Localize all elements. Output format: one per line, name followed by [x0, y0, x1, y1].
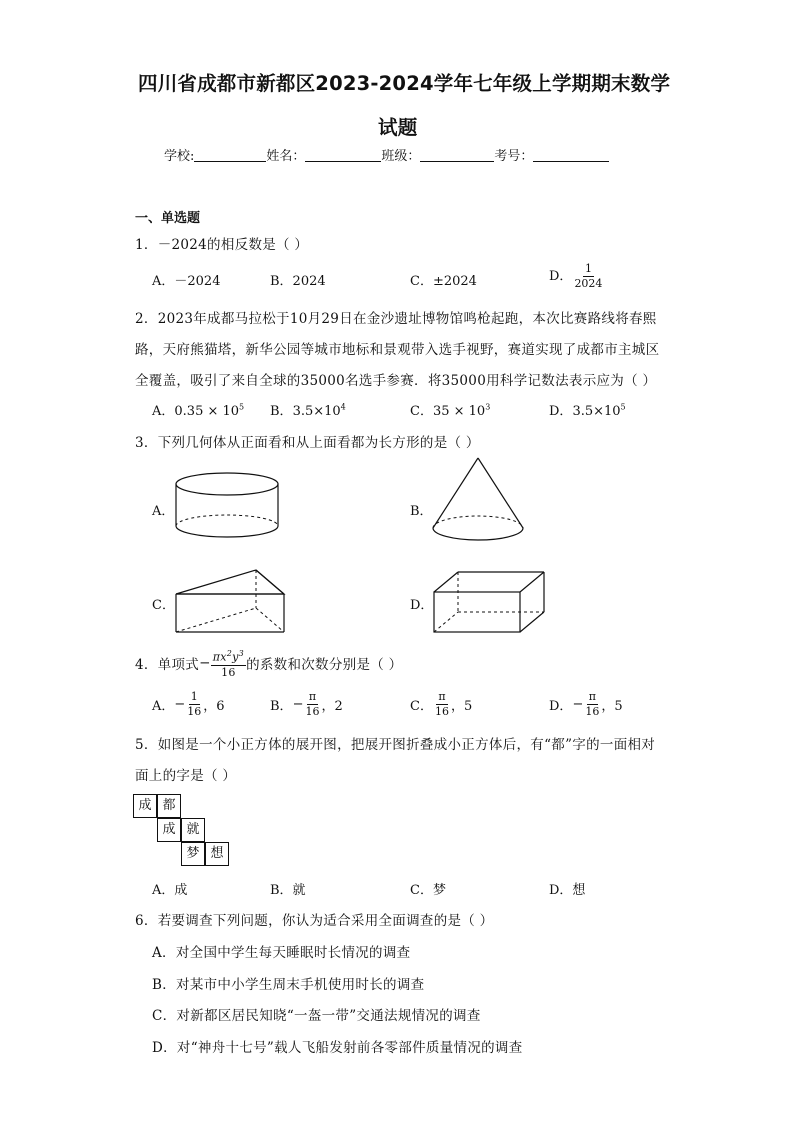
q4-d-num: π — [588, 690, 596, 703]
number-label: 考号： — [494, 149, 534, 164]
q1-d-label: D． — [549, 269, 573, 284]
net-cell-3: 成 — [157, 818, 181, 842]
cylinder-figure — [172, 470, 282, 542]
q3-option-d[interactable]: D． — [410, 598, 434, 613]
q4-a-tail: ，6 — [203, 699, 225, 714]
q2-c-base: 35 × 10 — [432, 404, 486, 419]
number-field[interactable] — [533, 147, 609, 162]
q2-d-label: D． — [549, 404, 573, 419]
net-cell-4: 就 — [181, 818, 205, 842]
q2-a-base: 0.35 × 10 — [174, 404, 240, 419]
q4-mono-exp-a: 2 — [226, 649, 233, 658]
q4-b-tail: ，2 — [321, 699, 343, 714]
q4-stem-post: 的系数和次数分别是（ ） — [246, 657, 403, 674]
q4-mono-num — [211, 647, 246, 666]
q4-c-fraction — [433, 690, 451, 719]
q6-option-d[interactable]: D．对“神舟十七号”载人飞船发射前各零部件质量情况的调查 — [152, 1040, 523, 1056]
q2-b-exp: 4 — [340, 402, 346, 412]
q4-option-c[interactable] — [410, 690, 472, 719]
cuboid-figure — [432, 570, 548, 636]
q4-a-label: A． — [152, 699, 175, 714]
q4-c-den: 16 — [434, 705, 449, 718]
q2-a-label: A． — [152, 404, 175, 419]
q2-line3: 全覆盖，吸引了来自全球的35000名选手参赛．将35000用科学记数法表示应为（ ） — [135, 373, 657, 389]
q5-line2: 面上的字是（ ） — [135, 768, 237, 784]
page-title-line1: 四川省成都市新都区2023-2024学年七年级上学期期末数学 — [138, 72, 671, 95]
q4-stem-pre: 4．单项式 — [135, 657, 200, 674]
q1-stem: 1．－2024的相反数是（ ） — [135, 237, 309, 253]
q4-a-den: 16 — [187, 705, 202, 718]
q4-mono-num-a: πx — [212, 650, 227, 664]
q4-a-fraction — [185, 690, 203, 719]
triangular-prism-figure — [174, 568, 314, 636]
q2-option-b[interactable] — [270, 400, 346, 419]
q4-d-tail: ，5 — [601, 699, 623, 714]
school-field[interactable] — [194, 147, 266, 162]
q1-option-b[interactable]: B．2024 — [270, 274, 326, 289]
q6-option-b[interactable]: B．对某市中小学生周末手机使用时长的调查 — [152, 977, 425, 993]
q5-option-d[interactable]: D．想 — [549, 883, 586, 898]
q4-option-a[interactable] — [152, 690, 225, 719]
q3-option-b[interactable]: B． — [410, 504, 433, 519]
q4-option-d[interactable] — [549, 690, 623, 719]
q2-line1: 2．2023年成都马拉松于10月29日在金沙遗址博物馆鸣枪起跑，本次比赛路线将春熙 — [135, 311, 657, 327]
q2-line2: 路，天府熊猫塔，新华公园等城市地标和景观带入选手视野，赛道实现了成都市主城区 — [135, 342, 660, 358]
net-cell-6: 想 — [205, 842, 229, 866]
q3-stem: 3．下列几何体从正面看和从上面看都为长方形的是（ ） — [135, 435, 480, 451]
q4-stem — [135, 647, 402, 680]
q4-monomial — [211, 647, 246, 680]
student-info-row — [164, 145, 609, 164]
school-label: 学校: — [164, 149, 195, 164]
page-title-line2: 试题 — [378, 116, 418, 139]
q6-option-a[interactable]: A．对全国中学生每天睡眠时长情况的调查 — [152, 945, 411, 961]
q4-a-num: 1 — [190, 690, 198, 703]
q4-b-label: B． — [270, 699, 293, 714]
q2-b-label: B． — [270, 404, 293, 419]
q4-d-fraction — [583, 690, 601, 719]
q4-d-den: 16 — [585, 705, 600, 718]
q4-c-num: π — [438, 690, 446, 703]
q2-a-exp: 5 — [239, 402, 245, 412]
q2-b-base: 3.5×10 — [292, 404, 341, 419]
q4-c-label: C． — [410, 699, 433, 714]
q2-option-a[interactable] — [152, 400, 244, 419]
q6-stem: 6．若要调查下列问题，你认为适合采用全面调查的是（ ） — [135, 913, 494, 929]
q1-option-d[interactable] — [549, 262, 604, 291]
q2-option-c[interactable] — [410, 400, 490, 419]
q5-option-a[interactable]: A．成 — [152, 883, 188, 898]
q4-option-b[interactable] — [270, 690, 343, 719]
q4-d-label: D． — [549, 699, 573, 714]
q4-b-fraction — [303, 690, 321, 719]
q2-d-exp: 5 — [620, 402, 626, 412]
q2-c-label: C． — [410, 404, 433, 419]
q1-d-den: 2024 — [574, 277, 603, 290]
q2-c-exp: 3 — [485, 402, 491, 412]
q4-minus: − — [199, 655, 211, 672]
q5-option-b[interactable]: B．就 — [270, 883, 306, 898]
q5-line1: 5．如图是一个小正方体的展开图，把展开图折叠成小正方体后，有“都”字的一面相对 — [135, 737, 656, 753]
section-title: 一、单选题 — [135, 211, 201, 226]
q1-d-fraction — [572, 262, 604, 291]
name-label: 姓名： — [266, 149, 306, 164]
net-cell-5: 梦 — [181, 842, 205, 866]
q4-b-num: π — [308, 690, 317, 703]
q3-option-c[interactable]: C． — [152, 598, 175, 613]
q3-option-a[interactable]: A． — [152, 504, 175, 519]
q1-d-num: 1 — [584, 262, 592, 275]
q4-mono-num-b: y — [232, 650, 239, 664]
q4-mono-exp-b: 3 — [238, 649, 245, 658]
q6-option-c[interactable]: C．对新都区居民知晓“一盔一带”交通法规情况的调查 — [152, 1008, 481, 1024]
class-field[interactable] — [420, 147, 494, 162]
q5-option-c[interactable]: C．梦 — [410, 883, 446, 898]
q4-mono-den: 16 — [221, 665, 236, 679]
q4-c-tail: ，5 — [450, 699, 473, 714]
q2-d-base: 3.5×10 — [572, 404, 621, 419]
net-cell-2: 都 — [157, 794, 181, 818]
q4-b-sign: − — [292, 697, 304, 712]
cone-figure — [430, 456, 526, 552]
q4-a-sign: − — [174, 697, 186, 712]
q2-option-d[interactable] — [549, 400, 626, 419]
q1-option-a[interactable]: A．－2024 — [152, 274, 221, 289]
class-label: 班级： — [381, 149, 421, 164]
name-field[interactable] — [305, 147, 381, 162]
q1-option-c[interactable]: C．±2024 — [410, 274, 477, 289]
q4-b-den: 16 — [305, 705, 320, 718]
net-cell-1: 成 — [133, 794, 157, 818]
q4-d-sign: − — [572, 697, 584, 712]
